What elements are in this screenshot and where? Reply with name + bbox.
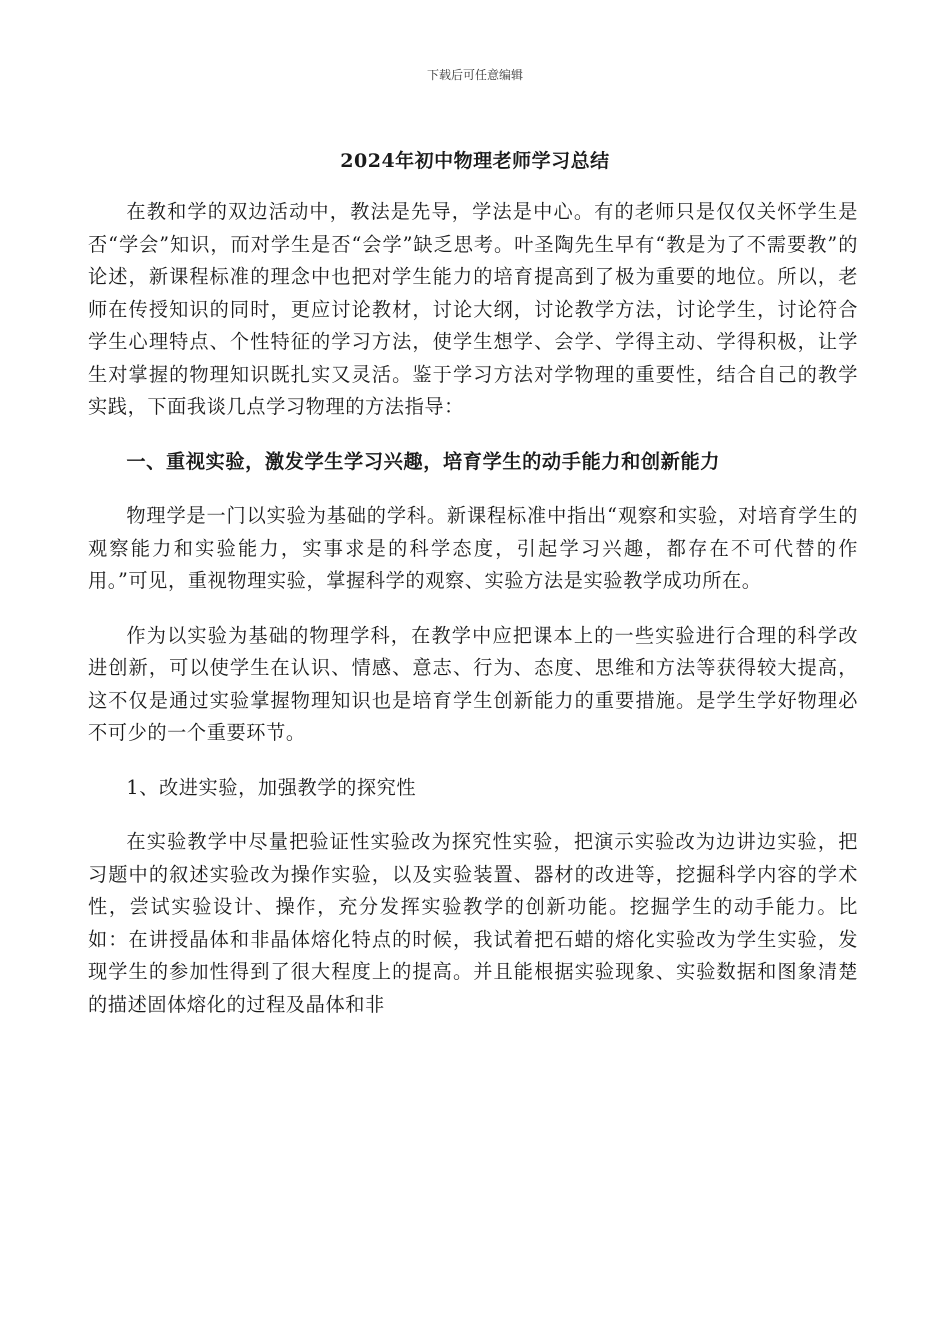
section1-paragraph-2: 作为以实验为基础的物理学科，在教学中应把课本上的一些实验进行合理的科学改进创新，可以使学生在认识、情感、意志、行为、态度、思维和方法等获得较大提高，这不仅是通过实验掌握物理知识也是培育学生创新能力的重要措施。是学生学好物理必不可少的一个重要环节。 [88, 623, 858, 744]
document-title: 2024年初中物理老师学习总结 [340, 150, 610, 172]
document-body [88, 196, 858, 1021]
section-heading-1: 一、重视实验，激发学生学习兴趣，培育学生的动手能力和创新能力 [126, 449, 721, 473]
subsection1-paragraph: 在实验教学中尽量把验证性实验改为探究性实验，把演示实验改为边讲边实验，把习题中的叙述实验改为操作实验，以及实验装置、器材的改进等，挖掘科学内容的学术性，尝试实验设计、操作，充分发挥实验教学的创新功能。挖掘学生的动手能力。比如：在讲授晶体和非晶体熔化特点的时候，我试着把石蜡的熔化实验改为学生实验，发现学生的参加性得到了很大程度上的提高。并且能根据实验现象、实验数据和图象清楚的描述固体熔化的过程及晶体和非 [88, 830, 858, 1016]
intro-paragraph: 在教和学的双边活动中，教法是先导，学法是中心。有的老师只是仅仅关怀学生是否“学会”知识，而对学生是否“会学”缺乏思考。叶圣陶先生早有“教是为了不需要教”的论述，新课程标准的理念中也把对学生能力的培育提高到了极为重要的地位。所以，老师在传授知识的同时，更应讨论教材，讨论大纲，讨论教学方法，讨论学生，讨论符合学生心理特点、个性特征的学习方法，使学生想学、会学、学得主动、学得积极，让学生对掌握的物理知识既扎实又灵活。鉴于学习方法对学物理的重要性，结合自己的教学实践，下面我谈几点学习物理的方法指导： [88, 200, 858, 418]
subsection-heading-1: 1、改进实验，加强教学的探究性 [126, 775, 417, 799]
section1-paragraph-1: 物理学是一门以实验为基础的学科。新课程标准中指出“观察和实验，对培育学生的观察能力和实验能力，实事求是的科学态度，引起学习兴趣，都存在不可代替的作用。”可见，重视物理实验，掌握科学的观察、实验方法是实验教学成功所在。 [88, 504, 858, 592]
header-note: 下载后可任意编辑 [426, 68, 523, 82]
